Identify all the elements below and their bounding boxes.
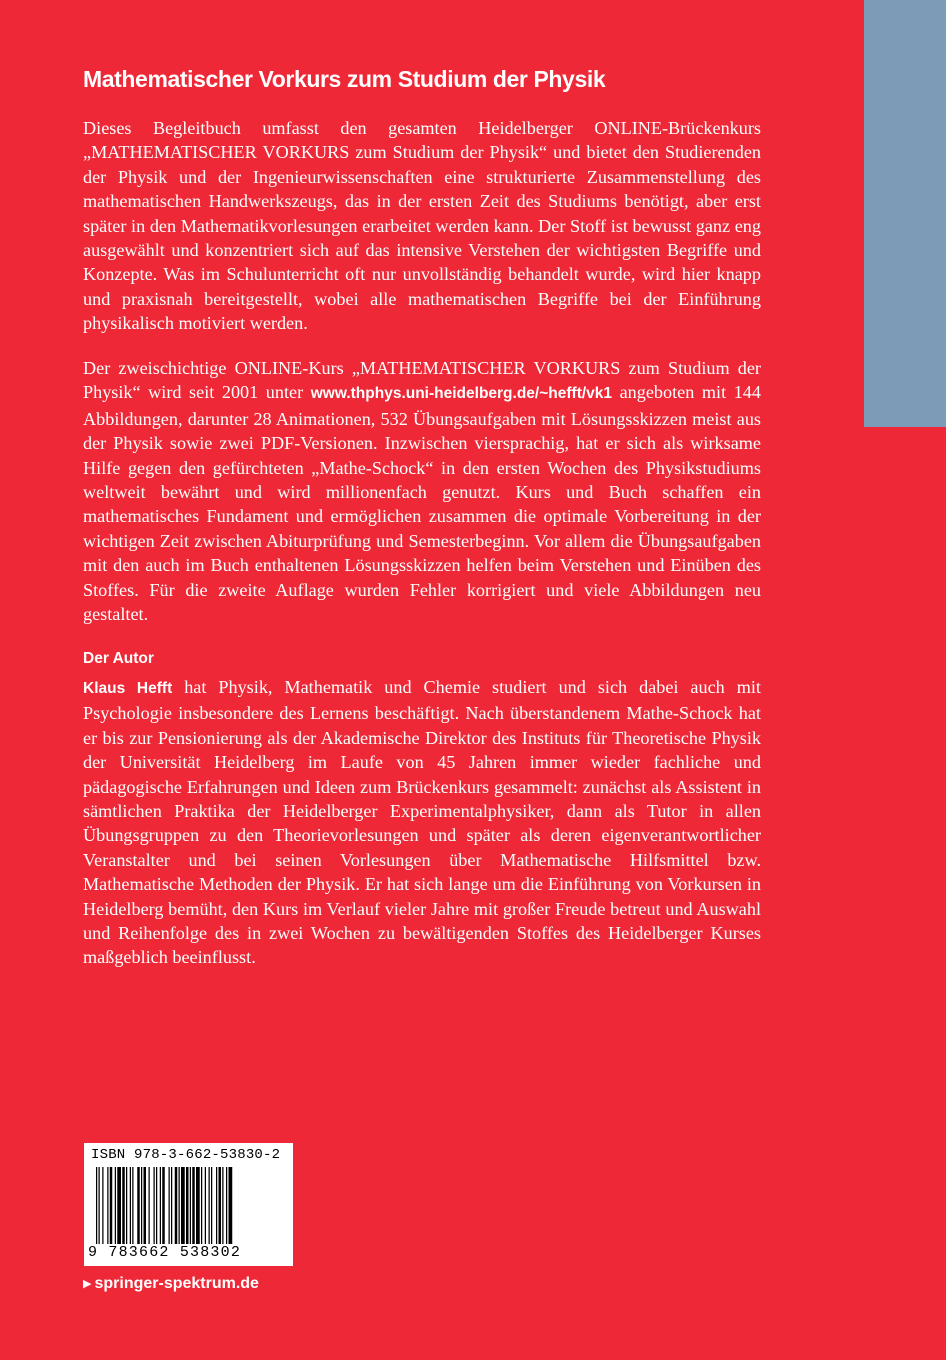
ean-digits: 9 783662 538302 <box>88 1244 242 1261</box>
course-url-link[interactable]: www.thphys.uni-heidelberg.de/~hefft/vk1 <box>310 385 613 403</box>
barcode-bar <box>175 1167 178 1251</box>
barcode-bar <box>132 1167 133 1251</box>
barcode-bar <box>219 1167 222 1251</box>
author-heading: Der Autor <box>83 650 154 667</box>
barcode-bar <box>96 1167 97 1251</box>
course-text-after: angeboten mit 144 Abbildungen, darunter 28 Animationen, 532 Übungsaufgaben mit Lösungsskizzen meist aus der Physik sowie zwei PDF-Versionen. Inzwischen viersprachig, hat er sich als wirksame Hilfe gegen den gefürchteten „Mathe-Schock“ in den ersten Wochen des Physikstudiums weltweit bewährt und wird millionenfach genutzt. Kurs und Buch schaffen ein mathematisches Fundament und ermöglichen zusammen die optimale Vorbereitung in der wichtigen Zeit zwischen Abiturprüfung und Semesterbeginn. Vor allem die Übungsaufgaben mit den auch im Buch enthaltenen Lösungsskizzen helfen beim Verstehen und Einüben des Stoffes. Für die zweite Auflage wurden Fehler korrigiert und viele Abbildungen neu gestaltet. <box>83 382 761 625</box>
barcode-bar <box>211 1167 212 1251</box>
author-name: Klaus Hefft <box>83 680 173 697</box>
isbn-barcode <box>84 1143 293 1266</box>
publisher-url: springer-spektrum.de <box>94 1275 259 1292</box>
barcode-bar <box>160 1167 161 1251</box>
barcode-bar <box>181 1167 185 1251</box>
barcode-bar <box>130 1167 131 1251</box>
barcode-bar <box>99 1167 100 1251</box>
description-paragraph: Dieses Begleitbuch umfasst den gesamten Heidelberger ONLINE-Brückenkurs „MATHEMATISCHER VORKURS zum Studium der Physik“ und bietet den Studierenden der Physik und der Ingenieurwissenschaften eine strukturierte Zusammenstellung des mathematischen Handwerkszeugs, das in der ersten Zeit des Studiums benötigt, aber erst später in den Mathematikvorlesungen erarbeitet werden kann. Der Stoff ist bewusst ganz eng ausgewählt und konzentriert sich auf das intensive Verstehen der wichtigsten Begriffe und Konzepte. Was im Schulunterricht oft nur unvollständig behandelt wurde, wird hier knapp und praxisnah bereitgestellt, wobei alle mathematischen Begriffe bei der Einführung physikalisch motiviert werden. <box>83 118 761 334</box>
barcode-bar <box>190 1167 191 1251</box>
barcode-bar <box>137 1167 140 1251</box>
barcode-bar <box>222 1167 223 1251</box>
barcode-bar <box>179 1167 180 1251</box>
barcode-bar <box>154 1167 155 1251</box>
barcode-bar <box>209 1167 210 1251</box>
barcode-bar <box>205 1167 206 1251</box>
barcode-bar <box>162 1167 165 1251</box>
publisher-link[interactable] <box>83 1275 259 1293</box>
book-title: Mathematischer Vorkurs zum Studium der Physik <box>83 66 606 92</box>
barcode-bar <box>156 1167 157 1251</box>
barcode-bar <box>126 1167 127 1251</box>
arrow-right-icon: ▶ <box>83 1278 92 1290</box>
barcode-bar <box>186 1167 189 1251</box>
barcode-bar <box>201 1167 202 1251</box>
course-paragraph <box>83 356 761 626</box>
course-text-before: Der zweischichtige ONLINE-Kurs „MATHEMATISCHER VORKURS zum Studium der Physik“ wird seit 2001 unter <box>83 358 761 403</box>
barcode-bar <box>226 1167 227 1251</box>
barcode-bar <box>196 1167 200 1251</box>
isbn-number: ISBN 978-3-662-53830-2 <box>91 1147 281 1163</box>
barcode-bar <box>122 1167 125 1251</box>
barcode-bar <box>171 1167 172 1251</box>
author-paragraph <box>83 675 761 970</box>
author-bio: hat Physik, Mathematik und Chemie studiert und sich dabei auch mit Psychologie insbesondere des Lernens beschäftigt. Nach überstandenem Mathe-Schock hat er bis zur Pensionierung als der Akademische Direktor des Instituts für Theoretische Physik der Universität Heidelberg im Laufe von 45 Jahren immer wieder fachliche und pädagogische Erfahrungen und Ideen zum Brückenkurs gesammelt: zunächst als Assistent in sämtlichen Praktika der Heidelberger Experimentalphysiker, dann als Tutor in allen Übungsgruppen zu den Theorievorlesungen und später als deren eigenverantwortlicher Veranstalter und bei seinen Vorlesungen über Mathematische Hilfsmittel bzw. Mathematische Methoden der Physik. Er hat sich lange um die Einführung von Vorkursen in Heidelberg bemüht, den Kurs im Verlauf vieler Jahre mit großer Freude betreut und Auswahl und Reihenfolge des in zwei Wochen zu bewältigenden Stoffes des Heidelberger Kurses maßgeblich beeinflusst. <box>83 677 761 968</box>
barcode-bar <box>169 1167 170 1251</box>
barcode-bar <box>149 1167 150 1251</box>
barcode-bar <box>216 1167 217 1251</box>
barcode-bar <box>102 1167 103 1251</box>
barcode-bar <box>107 1167 108 1251</box>
barcode-bar <box>144 1167 147 1251</box>
barcode-bar <box>141 1167 142 1251</box>
barcode-bar <box>110 1167 113 1251</box>
side-color-bar <box>864 0 946 427</box>
barcode-bar <box>229 1167 233 1251</box>
barcode-bar <box>115 1167 116 1251</box>
barcode-bar <box>117 1167 121 1251</box>
barcode-bar <box>192 1167 195 1251</box>
